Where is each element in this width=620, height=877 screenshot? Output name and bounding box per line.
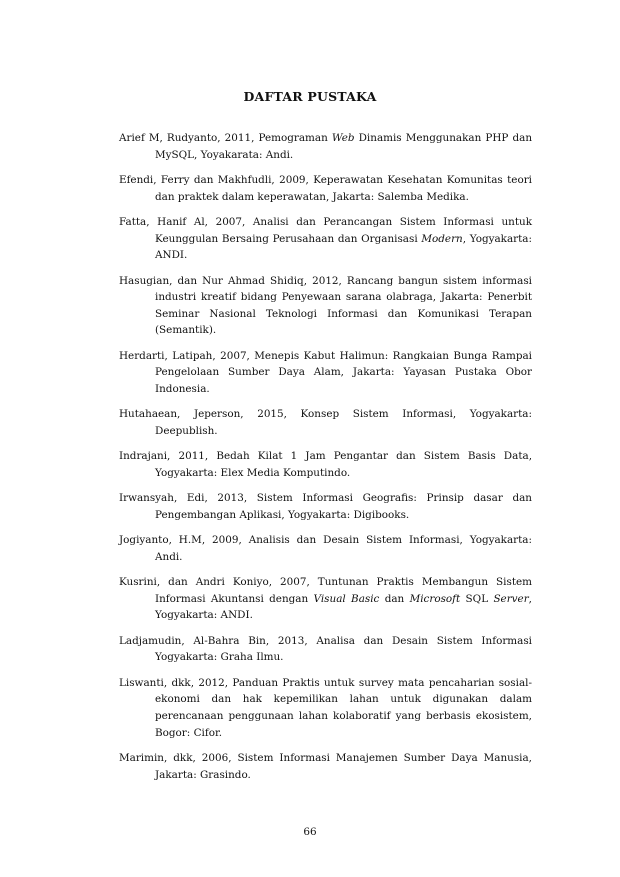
page-number: 66 bbox=[303, 826, 317, 838]
reference-text: , Yogyakarta: ANDI. bbox=[155, 232, 532, 262]
reference-entry bbox=[119, 574, 532, 624]
reference-italic-text: Visual Basic bbox=[313, 592, 380, 605]
reference-entry bbox=[119, 750, 532, 783]
reference-italic-text: Modern bbox=[421, 232, 463, 245]
reference-text: Herdarti, Latipah, 2007, Menepis Kabut Halimun: Rangkaian Bunga Rampai Pengelolaan Sumber Daya Alam, Jakarta: Yayasan Pustaka Obor Indonesia. bbox=[119, 349, 532, 395]
reference-text: Ladjamudin, Al-Bahra Bin, 2013, Analisa dan Desain Sistem Informasi Yogyakarta: Graha Ilmu. bbox=[119, 634, 532, 664]
reference-italic-text: Microsoft bbox=[409, 592, 461, 605]
reference-entry bbox=[119, 273, 532, 339]
reference-text: , Yogyakarta: ANDI. bbox=[155, 592, 532, 622]
page-title: DAFTAR PUSTAKA bbox=[243, 89, 377, 104]
reference-text: Hutahaean, Jeperson, 2015, Konsep Sistem Informasi, Yogyakarta: Deepublish. bbox=[119, 408, 532, 437]
reference-text: Dinamis Menggunakan PHP dan MySQL, Yoyakarata: Andi. bbox=[155, 132, 533, 161]
reference-text: Fatta, Hanif Al, 2007, Analisi dan Perancangan Sistem Informasi untuk Keunggulan Bersaing Perusahaan dan Organisasi bbox=[119, 215, 532, 245]
reference-list bbox=[119, 130, 532, 792]
reference-entry bbox=[119, 130, 532, 163]
reference-text: Marimin, dkk, 2006, Sistem Informasi Manajemen Sumber Daya Manusia, Jakarta: Grasindo. bbox=[119, 751, 532, 781]
reference-text: Irwansyah, Edi, 2013, Sistem Informasi Geografis: Prinsip dasar dan Pengembangan Aplikasi, Yogyakarta: Digibooks. bbox=[119, 492, 532, 521]
reference-text: Indrajani, 2011, Bedah Kilat 1 Jam Pengantar dan Sistem Basis Data, Yogyakarta: Elex Media Komputindo. bbox=[119, 450, 532, 479]
reference-entry bbox=[119, 675, 532, 741]
reference-entry bbox=[119, 214, 532, 264]
reference-text: Efendi, Ferry dan Makhfudli, 2009, Keperawatan Kesehatan Komunitas teori dan praktek dalam keperawatan, Jakarta: Salemba Medika. bbox=[119, 173, 532, 203]
reference-text: SQL bbox=[460, 592, 494, 605]
reference-italic-text: Web bbox=[331, 132, 355, 144]
reference-text: dan bbox=[379, 592, 410, 605]
reference-text: Arief M, Rudyanto, 2011, Pemograman bbox=[119, 132, 332, 144]
reference-entry bbox=[119, 633, 532, 666]
reference-entry bbox=[119, 406, 532, 439]
reference-text: Jogiyanto, H.M, 2009, Analisis dan Desain Sistem Informasi, Yogyakarta: Andi. bbox=[119, 534, 532, 563]
reference-text: Kusrini, dan Andri Koniyo, 2007, Tuntunan Praktis Membangun Sistem Informasi Akuntansi dengan bbox=[119, 576, 532, 605]
reference-entry bbox=[119, 490, 532, 523]
reference-entry bbox=[119, 448, 532, 481]
reference-text: Liswanti, dkk, 2012, Panduan Praktis untuk survey mata pencaharian sosial-ekonomi dan hak kepemilikan lahan untuk digunakan dalam perencanaan penggunaan lahan kolaboratif yang berbasis ekosistem, Bogor: Cifor. bbox=[119, 676, 532, 739]
reference-entry bbox=[119, 172, 532, 205]
reference-text: Hasugian, dan Nur Ahmad Shidiq, 2012, Rancang bangun sistem informasi industri kreatif bidang Penyewaan sarana olabraga, Jakarta: Penerbit Seminar Nasional Teknologi Informasi dan Komunikasi Terapan (Semantik). bbox=[119, 274, 532, 337]
reference-italic-text: Server bbox=[493, 592, 529, 605]
reference-entry bbox=[119, 348, 532, 398]
reference-entry bbox=[119, 532, 532, 565]
